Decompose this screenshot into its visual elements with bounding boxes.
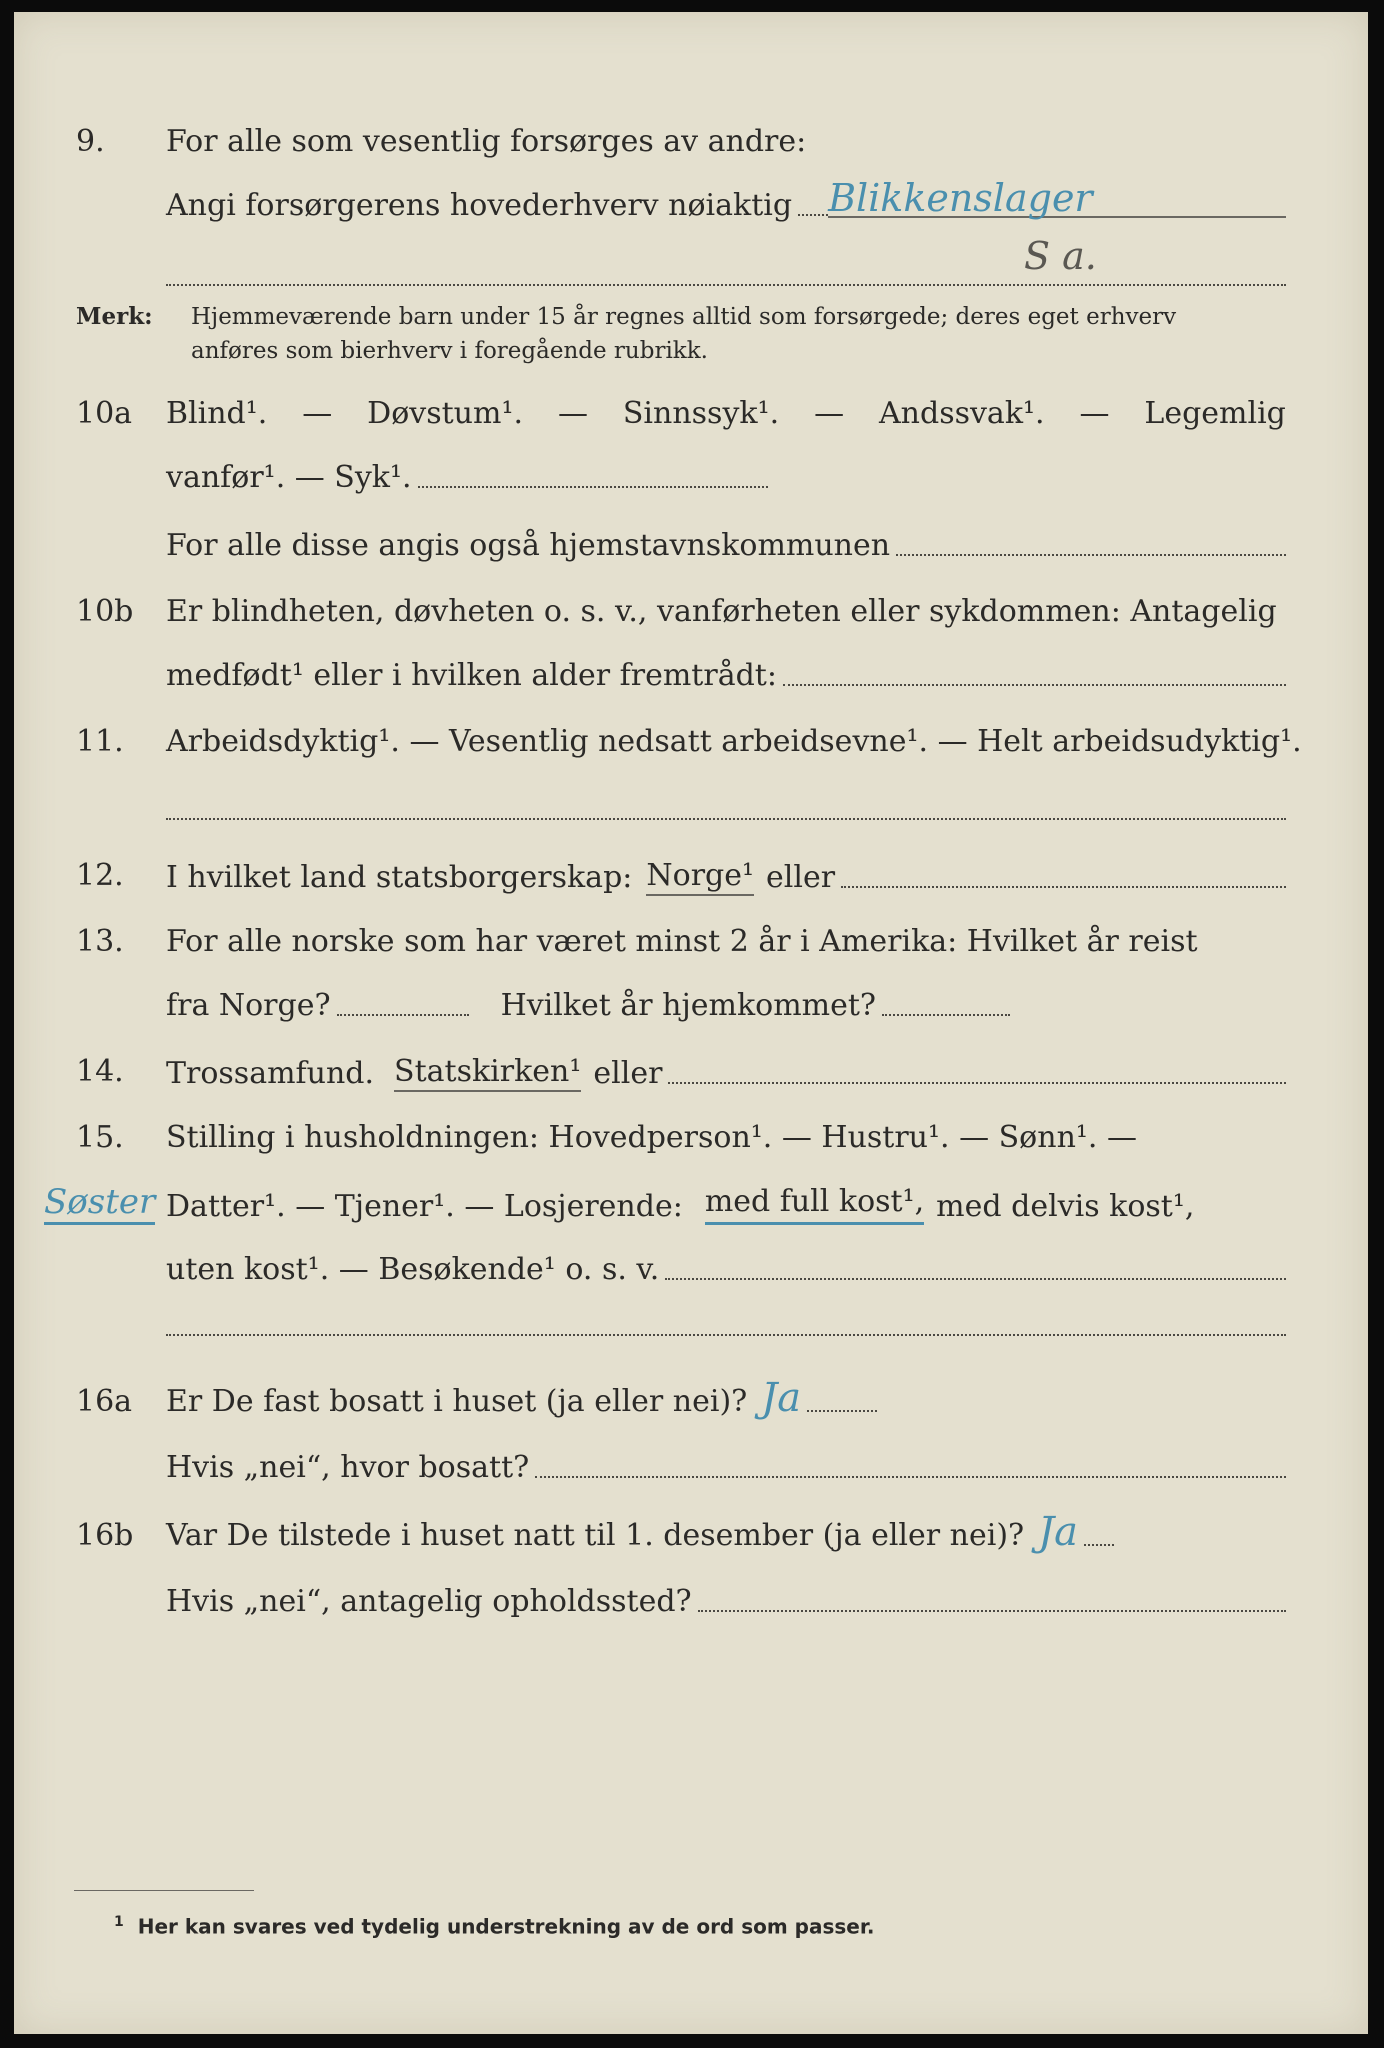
merk-text-1: Hjemmeværende barn under 15 år regnes alltid som forsørgede; deres eget erhverv [191, 304, 1177, 330]
q16b-text-2: Hvis „nei“, antagelig opholdssted? [166, 1584, 692, 1619]
q10a-number: 10a [76, 396, 133, 431]
q15-full-kost-underlined: med full kost¹, [705, 1184, 924, 1225]
q16b-number: 16b [76, 1518, 134, 1553]
q9-question: For alle som vesentlig forsørges av andre: [166, 124, 807, 159]
q9-handwritten-answer: Blikkenslager [828, 180, 1286, 218]
footnote-text: Her kan svares ved tydelig understrekning av de ord som passer. [137, 1914, 875, 1939]
q16b-handwritten-answer: Ja [1038, 1509, 1079, 1555]
q15-text-1: Stilling i husholdningen: Hovedperson¹. — Hustru¹. — Sønn¹. — [166, 1120, 1137, 1155]
q9-answer-line [166, 284, 1286, 286]
footnote [114, 1914, 874, 1939]
q14-text: Trossamfund. [166, 1056, 375, 1091]
q13-text-2a: fra Norge? [166, 988, 331, 1023]
q9-number: 9. [76, 124, 105, 159]
q11-text: Arbeidsdyktig¹. — Vesentlig nedsatt arbeidsevne¹. — Helt arbeidsudyktig¹. [166, 724, 1302, 759]
q13-number: 13. [76, 924, 124, 959]
merk-label: Merk: [76, 303, 153, 330]
q15-text-2a: Datter¹. — Tjener¹. — Losjerende: [166, 1189, 683, 1224]
q10b-text-2: medfødt¹ eller i hvilken alder fremtrådt: [166, 658, 777, 693]
dash: — [302, 396, 333, 431]
census-form-page [14, 12, 1368, 2034]
q10b-text-1: Er blindheten, døvheten o. s. v., vanførheten eller sykdommen: Antagelig [166, 594, 1277, 629]
merk-text-2: anføres som bierhverv i foregående rubrikk. [191, 338, 708, 364]
q12-text: I hvilket land statsborgerskap: [166, 860, 633, 895]
option-sinnssyk: Sinnssyk¹. [622, 396, 780, 431]
q13-text-2b: Hvilket år hjemkommet? [500, 988, 877, 1023]
dash: — [1079, 396, 1110, 431]
footnote-rule [74, 1890, 254, 1891]
dash: — [557, 396, 588, 431]
q16a-text-1: Er De fast bosatt i huset (ja eller nei)? [166, 1384, 748, 1419]
q15-text-3: uten kost¹. — Besøkende¹ o. s. v. [166, 1252, 660, 1287]
q12-number: 12. [76, 858, 124, 893]
q10b-number: 10b [76, 594, 134, 629]
q16a-handwritten-answer: Ja [761, 1375, 802, 1421]
q12-eller: eller [766, 860, 836, 895]
q10a-text-2: vanfør¹. — Syk¹. [166, 460, 412, 495]
q9-question-2: Angi forsørgerens hovederhverv nøiaktig [166, 188, 793, 223]
q15-number: 15. [76, 1120, 124, 1155]
q16a-number: 16a [76, 1384, 133, 1419]
q15-answer-line [166, 1334, 1286, 1336]
option-dovstum: Døvstum¹. [367, 396, 524, 431]
dash: — [814, 396, 845, 431]
q16b-text-1: Var De tilstede i huset natt til 1. desember (ja eller nei)? [166, 1518, 1025, 1553]
merk-note [76, 300, 1286, 370]
option-blind: Blind¹. [166, 396, 268, 431]
q11-number: 11. [76, 724, 124, 759]
q15-margin-handwriting: Søster [44, 1184, 155, 1225]
q14-eller: eller [593, 1056, 663, 1091]
q12-norge-underlined: Norge¹ [646, 858, 754, 896]
q11-answer-line [166, 818, 1286, 820]
q9-pencil-note: S a. [1024, 234, 1097, 278]
q15-text-2b: med delvis kost¹, [936, 1189, 1195, 1224]
footnote-mark: 1 [114, 1914, 124, 1930]
option-legemlig: Legemlig [1144, 396, 1286, 431]
q13-text-1: For alle norske som har været minst 2 år i Amerika: Hvilket år reist [166, 924, 1198, 959]
q10a-text-3: For alle disse angis også hjemstavnskommunen [166, 528, 891, 563]
q14-statskirken-underlined: Statskirken¹ [394, 1054, 581, 1092]
option-andssvak: Andssvak¹. [879, 396, 1045, 431]
q16a-text-2: Hvis „nei“, hvor bosatt? [166, 1450, 530, 1485]
q14-number: 14. [76, 1054, 124, 1089]
